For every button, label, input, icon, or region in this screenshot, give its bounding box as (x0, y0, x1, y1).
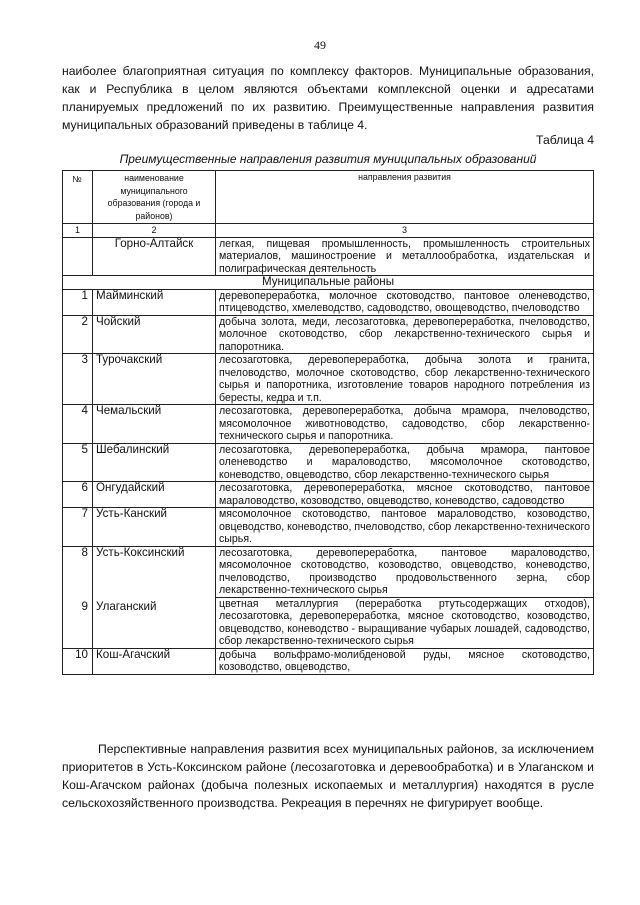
row-number: 9 (63, 597, 93, 648)
table-row (63, 443, 594, 482)
city-number (63, 237, 93, 276)
closing-paragraph: Перспективные направления развития всех муниципальных районов, за исключением приоритетов в Усть-Коксинском районе (лесозаготовка и деревообработка) и в Улаганском и Кош-Агачском районах (добыча полезных ископаемых и металлургия) находятся в русле сельскохозяйственного производства. Рекреация в перечнях не фигурирует вообще. (62, 742, 594, 810)
row-number: 6 (63, 482, 93, 508)
column-index-row (63, 224, 594, 238)
district-directions: добыча золота, меди, лесозаготовка, деревопереработка, пчеловодство, молочное скотоводство, сбор лекарственно-технического сырья и папоротника. (216, 315, 594, 354)
row-number: 10 (63, 648, 93, 674)
district-name: Майминский (93, 289, 216, 315)
district-name: Шебалинский (93, 443, 216, 482)
table-caption: Преимущественные направления развития муниципальных образований (119, 152, 537, 166)
district-name: Чойский (93, 315, 216, 354)
row-number: 8 (63, 546, 93, 597)
city-name: Горно-Алтайск (93, 237, 216, 276)
district-name: Усть-Коксинский (93, 546, 216, 597)
section-row (63, 276, 594, 290)
row-number: 1 (63, 289, 93, 315)
table-label: Таблица 4 (536, 133, 594, 147)
table-row (63, 289, 594, 315)
column-index-3: 3 (216, 224, 594, 238)
header-number: № (63, 171, 93, 224)
header-directions: направления развития (216, 171, 594, 224)
table-row (63, 597, 594, 648)
column-index-1: 1 (63, 224, 93, 238)
development-directions-table (62, 170, 594, 675)
table-header-row (63, 171, 594, 224)
header-name: наименование муниципального образования (города и районов) (93, 171, 216, 224)
table-row (63, 508, 594, 547)
district-directions: цветная металлургия (переработка ртутьсодержащих отходов), лесозаготовка, деревопереработка, мясное скотоводство, козоводство, овцеводство, коневодство - выращивание чубарых лошадей, садоводство, сбор лекарственно-технического сырья (216, 597, 594, 648)
district-name: Улаганский (93, 597, 216, 648)
row-number: 4 (63, 405, 93, 444)
table-row (63, 354, 594, 405)
district-directions: мясомолочное скотоводство, пантовое мараловодство, козоводство, овцеводство, коневодство, пчеловодство, сбор лекарственно-технического сырья. (216, 508, 594, 547)
district-name: Усть-Канский (93, 508, 216, 547)
district-directions: лесозаготовка, деревопереработка, добыча мрамора, пчеловодство, мясомолочное животноводство, садоводство, сбор лекарственно-технического сырья и папоротника. (216, 405, 594, 444)
table-row (63, 546, 594, 597)
district-name: Онгудайский (93, 482, 216, 508)
table-row (63, 405, 594, 444)
district-directions: лесозаготовка, деревопереработка, пантовое мараловодство, мясомолочное скотоводство, козоводство, овцеводство, коневодство, пчеловодство, производство продовольственного зерна, сбор лекарственно-технического сырья (216, 546, 594, 597)
row-number: 3 (63, 354, 93, 405)
district-name: Турочакский (93, 354, 216, 405)
district-name: Чемальский (93, 405, 216, 444)
city-row (63, 237, 594, 276)
section-title: Муниципальные районы (63, 276, 594, 290)
district-directions: деревопереработка, молочное скотоводство, пантовое оленеводство, птицеводство, хмелеводство, садоводство, овощеводство, пчеловодство (216, 289, 594, 315)
column-index-2: 2 (93, 224, 216, 238)
table-row (63, 482, 594, 508)
row-number: 5 (63, 443, 93, 482)
table-row (63, 315, 594, 354)
district-directions: добыча вольфрамо-молибденовой руды, мясное скотоводство, козоводство, овцеводство, (216, 648, 594, 674)
district-name: Кош-Агачский (93, 648, 216, 674)
page-number: 49 (314, 38, 326, 52)
district-directions: лесозаготовка, деревопереработка, добыча золота и гранита, пчеловодство, молочное скотоводство, сбор лекарственно-технического сырья и папоротника, изготовление товаров народного потребления из бересты, кедра и т.п. (216, 354, 594, 405)
table-row (63, 648, 594, 674)
city-directions: легкая, пищевая промышленность, промышленность строительных материалов, машиностроение и металлообработка, издательская и полиграфическая деятельность (216, 237, 594, 276)
district-directions: лесозаготовка, деревопереработка, мясное скотоводство, пантовое мараловодство, козоводство, овцеводство, коневодство, садоводство (216, 482, 594, 508)
row-number: 7 (63, 508, 93, 547)
district-directions: лесозаготовка, деревопереработка, добыча мрамора, пантовое оленеводство и мараловодство, мясомолочное скотоводство, коневодство, овцеводство, сбор лекарственно-технического сырья (216, 443, 594, 482)
row-number: 2 (63, 315, 93, 354)
intro-paragraph: наиболее благоприятная ситуация по комплексу факторов. Муниципальные образования, как и Республика в целом являются объектами комплексной оценки и адресатами планируемых предложений по их развитию. Преимущественные направления развития муниципальных образований приведены в таблице 4. (62, 64, 594, 132)
